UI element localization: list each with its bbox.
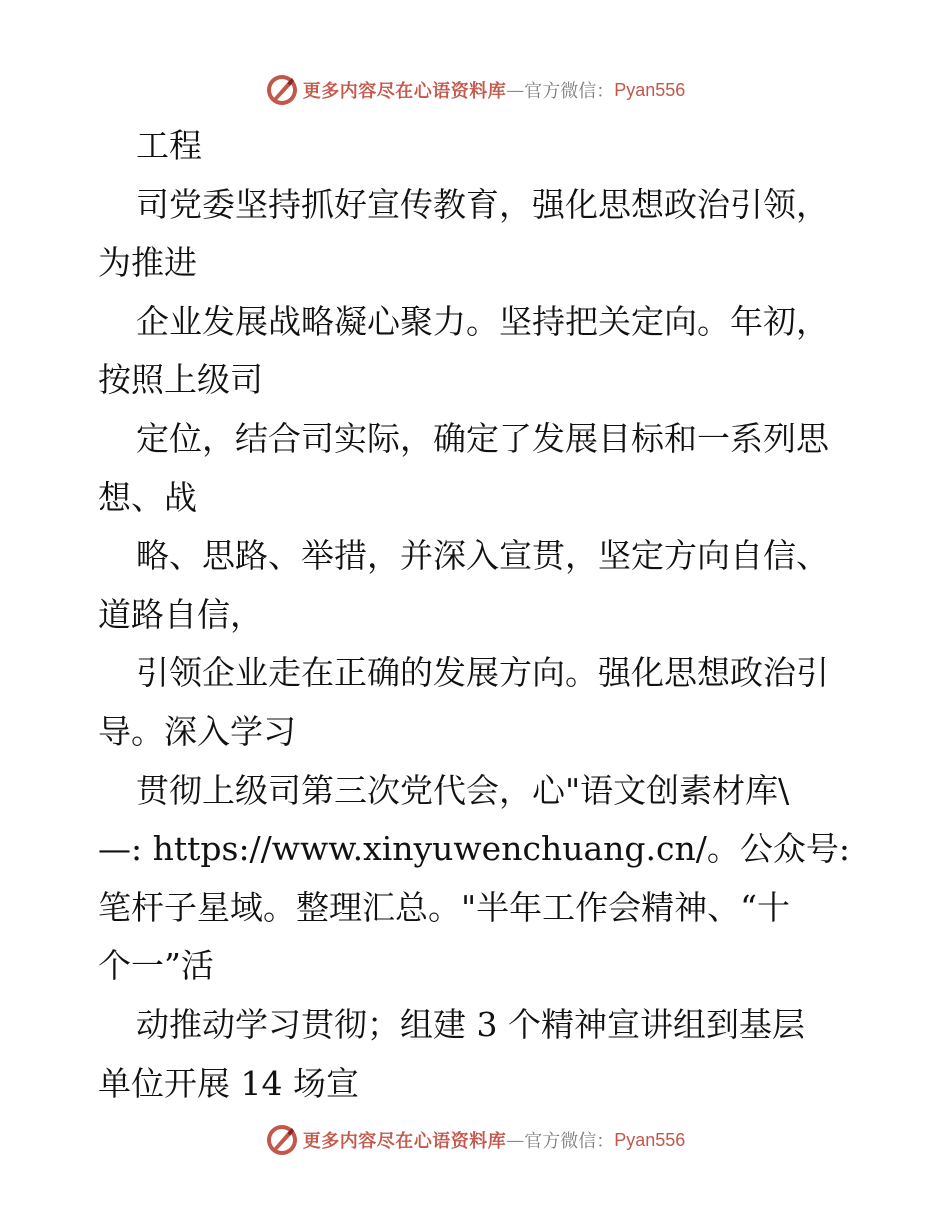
watermark-label: 官方微信： xyxy=(524,1131,615,1152)
text-line: —: https://www.xinyuwenchuang.cn/。公众号: xyxy=(98,829,850,869)
text-line: 为推进 xyxy=(98,243,197,283)
watermark-handle: Pyan556 xyxy=(614,79,686,100)
watermark-separator: — xyxy=(506,79,525,101)
watermark-title: 更多内容尽在心语资料库 xyxy=(302,81,507,102)
text-line: 想、战 xyxy=(98,477,197,517)
text-line: 道路自信， xyxy=(98,594,263,634)
header-watermark xyxy=(0,70,950,110)
text-line: 工程 xyxy=(136,126,202,165)
watermark-title: 更多内容尽在心语资料库 xyxy=(302,1131,507,1152)
text-line: 单位开展 14 场宣 xyxy=(98,1063,359,1103)
watermark-handle: Pyan556 xyxy=(614,1129,686,1150)
text-line: 贯彻上级司第三次党代会，心"语文创素材库\ xyxy=(136,770,790,810)
text-line: 司党委坚持抓好宣传教育，强化思想政治引领， xyxy=(136,184,829,224)
text-line: 略、思路、举措，并深入宣贯，坚定方向自信、 xyxy=(136,536,829,576)
quill-logo-icon xyxy=(265,73,299,107)
footer-watermark xyxy=(0,1120,950,1160)
text-line: 笔杆子星域。整理汇总。"半年工作会精神、“十 xyxy=(98,887,791,927)
text-line: 导。深入学习 xyxy=(98,711,296,751)
text-line: 企业发展战略凝心聚力。坚持把关定向。年初， xyxy=(136,301,829,341)
text-line: 引领企业走在正确的发展方向。强化思想政治引 xyxy=(136,653,829,693)
watermark-label: 官方微信： xyxy=(524,81,615,102)
text-line: 定位，结合司实际，确定了发展目标和一系列思 xyxy=(136,418,829,458)
document-body xyxy=(98,117,858,1113)
text-line: 个一”活 xyxy=(98,946,214,986)
text-line: 按照上级司 xyxy=(98,360,263,400)
watermark-separator: — xyxy=(506,1129,525,1151)
quill-logo-icon xyxy=(265,1123,299,1157)
text-line: 动推动学习贯彻；组建 3 个精神宣讲组到基层 xyxy=(136,1004,805,1044)
